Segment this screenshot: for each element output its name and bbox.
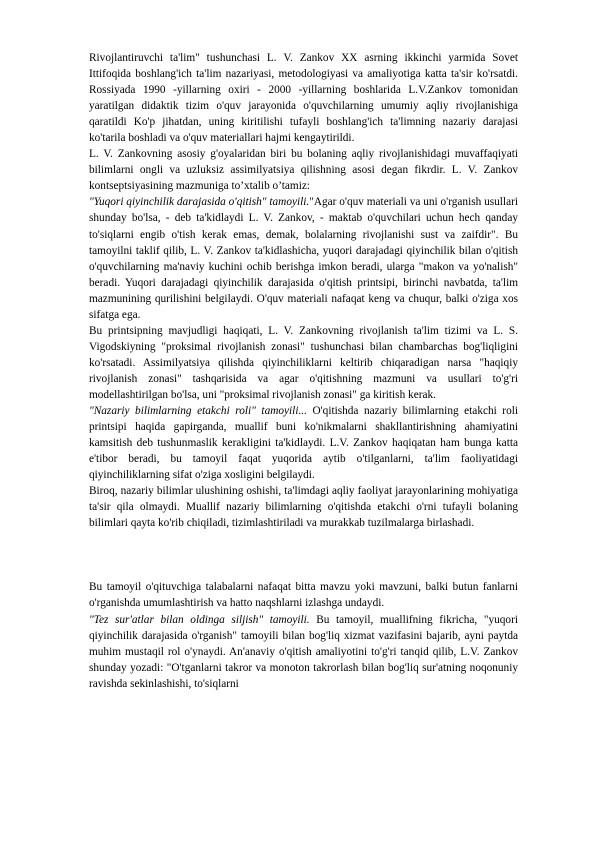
paragraph-theory-effect — [89, 483, 518, 531]
principle-heading: "Nazariy bilimlarning etakchi roli" tamoyili... — [89, 405, 307, 418]
principle-heading: "Tez sur'atlar bilan oldinga siljish" tamoyili. — [89, 613, 310, 626]
paragraph-text: O'qitishda nazariy bilimlarning etakchi roli printsipi haqida gapirganda, muallif buni ko'nikmalarni shakllantirishning ahamiyatini kamsitish deb tushunmaslik kerakligini ta'kidlaydi. L.V. Zankov haqiqatan ham bunga katta e'tibor beradi, bu tamoyil faqat yuqorida aytib o'tilganlarni, ta'lim faoliyatidagi qiyinchiliklarning sifat o'ziga xosligini belgilaydi. — [89, 405, 518, 482]
paragraph-text: Bu tamoyil o'qituvchiga talabalarni nafaqat bitta mavzu yoki mavzuni, balki butun fanlarni o'rganishda umumlashtirish va hatto naqshlarni izlashga undaydi. — [89, 581, 518, 610]
paragraph-text: Biroq, nazariy bilimlar ulushining oshishi, ta'limdagi aqliy faoliyat jarayonlarining mohiyatiga ta'sir qila olmaydi. Muallif nazariy bilimlarning o'qitishda etakchi o'rni tufayli bolaning bilimlari qayta ko'rib chiqiladi, tizimlashtiriladi va murakkab tuzilmalarga birlashadi. — [89, 485, 518, 530]
principle-heading: "Yuqori qiyinchilik darajasida o'qitish" tamoyili. — [89, 196, 310, 209]
paragraph-text: Bu tamoyil, muallifning fikricha, "yuqori qiyinchilik darajasida o'rganish" tamoyili bilan bog'liq xizmat vazifasini bajarib, ayni paytda muhim mustaqil rol o'ynaydi. An'anaviy o'qitish amaliyotini to'g'ri tanqid qilib, L.V. Zankov shunday yozadi: "O'tganlarni takror va monoton takrorlash bilan bog'liq sur'atning noqonuniy ravishda sekinlashishi, to'siqlarni — [89, 613, 518, 690]
paragraph-proximal-zone — [89, 323, 518, 403]
paragraph-text: Bu printsipning mavjudligi haqiqati, L. V. Zankovning rivojlanish ta'lim tizimi va L. S. Vigodskiyning "proksimal rivojlanish zonasi" tushunchasi bilan chambarchas bog'liqligini ko'rsatadi. Assimilyatsiya qilishda qiyinchiliklarni keltirib chiqaradigan narsa "haqiqiy rivojlanish zonasi" tashqarisida va agar o'qitishning mazmuni va usullari to'g'ri modellashtirilgan bo'lsa, uni "proksimal rivojlanish zonasi" ga kiritish kerak. — [89, 324, 518, 401]
paragraph-text: "Agar o'quv materiali va uni o'rganish usullari shunday bo'lsa, - deb ta'kidlaydi L. V. Zankov, - maktab o'quvchilari uchun hech qanday to'siqlarni engib o'tish kerak emas, demak, bolalarning rivojlanishi sust va zaifdir". Bu tamoyilni taklif qilib, L. V. Zankov ta'kidlashicha, yuqori darajadagi qiyinchilik bilan o'qitish o'quvchilarning ma'naviy kuchini ochib berishga imkon beradi, ularga "makon va yo'nalish" beradi. Yuqori darajadagi qiyinchilik darajasida o'qitish printsipi, birinchi navbatda, ta'lim mazmunining qurilishini belgilaydi. O'quv materiali nafaqat keng va chuqur, balki o'ziga xos sifatga ega. — [89, 196, 518, 321]
document-page — [89, 50, 518, 692]
paragraph-generalization — [89, 579, 518, 611]
paragraph-gap — [89, 531, 518, 579]
paragraph-text: Rivojlantiruvchi ta'lim" tushunchasi L. V. Zankov XX asrning ikkinchi yarmida Sovet Ittifoqida boshlang'ich ta'lim nazariyasi, metodologiyasi va amaliyotiga katta ta'sir ko'rsatdi. Rossiyada 1990 -yillarning oxiri - 2000 -yillarning boshlarida L.V.Zankov tomonidan yaratilgan didaktik tizim o'quv jarayonida o'quvchilarning umumiy aqliy rivojlanishiga qaratildi Ko'p jihatdan, uning kiritilishi tufayli boshlang'ich ta'limning nazariy darajasi ko'tarila boshladi va o'quv materiallari hajmi kengaytirildi. — [89, 52, 518, 145]
paragraph-theory-principle — [89, 403, 518, 483]
paragraph-intro — [89, 50, 518, 146]
paragraph-high-difficulty-principle — [89, 194, 518, 322]
paragraph-fast-pace-principle — [89, 612, 518, 692]
paragraph-text: L. V. Zankovning asosiy g'oyalaridan biri bu bolaning aqliy rivojlanishidagi muvaffaqiyati bilimlarni ongli va uzluksiz assimilyatsiya qilishning asosi degan fikrdir. L. V. Zankov kontseptsiyasining mazmuniga to’xtalib o’tamiz: — [89, 148, 518, 193]
paragraph-main-idea — [89, 146, 518, 194]
